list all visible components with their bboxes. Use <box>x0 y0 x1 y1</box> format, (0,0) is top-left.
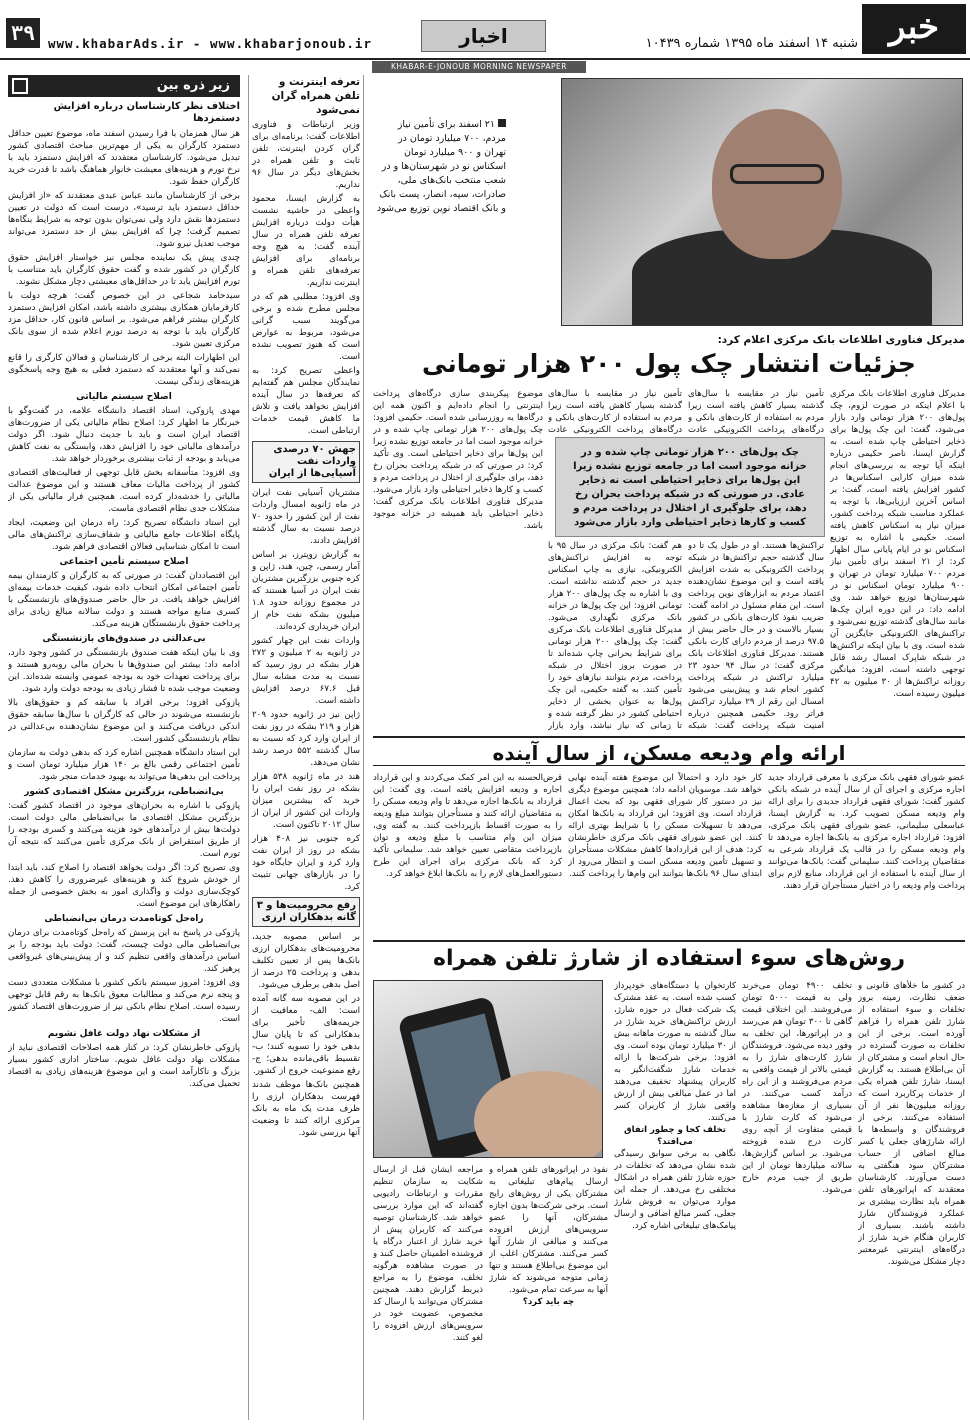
paragraph: هند در ماه ژانویه ۵۳۸ هزار بشکه در روز نفت ایران را خرید که بیشترین میزان واردات این کشور از ایران از سال ۲۰۱۲ تاکنون است. <box>252 772 360 830</box>
paragraph: وی افزود: مطلبی هم که در مجلس مطرح شده و برخی می‌گویند سبب گرانی می‌شود، مربوط به عوارض است که هنوز تصویب نشده است. <box>252 292 360 362</box>
article-3-col-5: مراجعه ایشان قبل از ارسال شکایت به سازمان تنظیم مقررات و ارتباطات رادیویی گفته‌اند که این موارد بررسی خواهد شد. کارشناسان توصیه می‌کنند که کاربران پیش از خرید شارژ از اعتبار درگاه یا فروشنده اطمینان حاصل کنند و در صورت مشاهده هرگونه تخلف، موضوع را به مراجع ذیربط گزارش دهند. همچنین مشترکان می‌توانند با ارسال کد مخصوص، عضویت خود در سرویس‌های ارزش افزوده را لغو کنند. <box>373 1165 483 1343</box>
paragraph: ژاپن نیز در ژانویه حدود ۲۰۹ هزار و ۲۱۹ بشکه در روز نفت از ایران وارد کرد که نسبت به سال گذشته ۵۵۲ درصد رشد نشان می‌دهد. <box>252 710 361 768</box>
main-article-col-4b: تأمین نیاز در مقایسه با سال‌های گذشته بسیار کاهش یافته است زیرا مردم به استفاده از کارت‌های بانکی و درگاه‌های پرداخت الکترونیکی عادت <box>548 389 682 434</box>
newspaper-logo: خبر <box>862 4 966 54</box>
main-article-col-5: موضوع پیکربندی سازی درگاه‌های پرداخت اینترنتی را انجام داده‌ایم و اکنون همه این درگاه‌ها به روزرسانی شده است. حکیمی افزود: چک پول‌های ۲۰۰ هزار تومانی چاپ شده و در خزانه موجود است اما در جامعه توزیع نشده زیرا این پول‌ها برای ذخایر احتیاطی است. وی تأکید کرد: در صورتی که در شبکه پرداخت بحران رخ دهد، برای جلوگیری از اختلال در پرداخت مردم و کسب و کارها ذخایر احتیاطی وارد بازار می‌شود. مدیرکل فناوری اطلاعات بانک مرکزی گفت: ذخایر احتیاطی باید همیشه در خزانه موجود باشد. <box>373 389 543 531</box>
photo-glasses-shape <box>730 164 824 184</box>
page-number: ۳۹ <box>6 18 40 48</box>
column-tag-label: زیر ذره بین <box>156 78 230 93</box>
paragraph: پازوکی افزود: برخی افراد با سابقه کم و حقوق‌های بالا بازنشسته می‌شوند در حالی که کارگران با سال‌ها سابقه حقوق اندکی دریافت می‌کنند و این موضوع نشان‌دهنده بی‌عدالتی در نظام بازنشستگی کشور است. <box>8 698 240 744</box>
main-article-col-2: تراکنش‌ها هستند. او در طول یک تا دو سال گذشته حجم تراکنش‌ها در شبکه پرداخت الکترونیکی به شدت افزایش یافته است و این موضوع نشان‌دهنده اعتماد مردم به ابزارهای نوین پرداخت است. این مقام مسئول در ادامه گفت: ضریب نفوذ کارت‌های بانکی در کشور بسیار بالاست و در حال حاضر بیش از ۹۷.۵ درصد از مردم دارای کارت بانکی هستند. مدیرکل فناوری اطلاعات بانک مرکزی گفت: در سال ۹۴ حدود ۲۳ میلیارد تراکنش در شبکه پرداخت کشور انجام شد و پیش‌بینی می‌شود امسال این رقم از ۲۹ میلیارد تراکنش فراتر رود. حکیمی همچنین درباره امنیت شبکه پرداخت گفت: شبکه <box>688 541 824 730</box>
section-label: اخبار <box>421 20 546 52</box>
paragraph: هر سال همزمان با فرا رسیدن اسفند ماه، موضوع تعیین حداقل دستمزد کارگران به یکی از مهم‌ترین مباحث اقتصادی کشور تبدیل می‌شود. کارشناسان معتقدند که افزایش دستمزد باید با نرخ تورم و هزینه‌های معیشت خانوار هماهنگ باشد تا قدرت خرید کارگران حفظ شود. <box>8 129 240 187</box>
subheading: تخلف کجا و چطور اتفاق می‌افتد؟ <box>624 1125 726 1147</box>
article-3-col-4-text: نفوذ در اپراتورهای تلفن همراه و ارسال پیام‌های تبلیغاتی به مشترکان یکی از روش‌های رایج است. برخی شرکت‌ها بدون اجازه مشترکان، آنها را عضو سرویس‌های ارزش افزوده می‌کنند و مبالغی از شارژ آنها کسر می‌کنند. مشترکان اغلب از این موضوع بی‌اطلاع هستند و تنها زمانی متوجه می‌شوند که شارژ آنها به سرعت تمام می‌شود. <box>489 1165 608 1295</box>
article-2-col-2: کار خود دارد و احتمالاً این موضوع هفته آینده نهایی خواهد شد. موسویان ادامه داد: همچنین موضوع دیگری نیز در دستور کار شورای فقهی بود که بحث اعمال قرارداد است. وی افزود: این قرارداد به بانک‌ها امکان می‌دهد تا تسهیلات مسکن را با شرایط بهتری ارائه کنند. این عضو شورای فقهی بانک مرکزی خاطرنشان کرد: هدف از این قراردادها کاهش مشکلات مستأجران و تسهیل تأمین ودیعه مسکن است و انتظار می‌رود از ابتدای سال ۹۶ بانک‌ها بتوانند این وام‌ها را پرداخت کنند. <box>568 773 762 879</box>
news-heading-debtors: رفع محرومیت‌ها و ۳ گانه بدهکاران ارزی <box>252 897 360 927</box>
paragraph: وی افزود: متأسفانه بخش قابل توجهی از فعالیت‌های اقتصادی کشور از پرداخت مالیات معاف هستند و این موضوع عدالت مالیاتی را خدشه‌دار کرده است. همچنین فرار مالیاتی یکی از مشکلات جدی نظام اقتصادی ماست. <box>8 468 240 514</box>
subheading: چه باید کرد؟ <box>522 1297 575 1307</box>
paragraph: کره جنوبی نیز ۴۰۸ هزار بشکه در روز از ایران نفت وارد کرد و ایران جایگاه خود را در بازارهای جهانی تثبیت کرد. <box>252 834 360 892</box>
mobile-phone-photo <box>373 980 603 1158</box>
main-article-col-4: هم گفت: بانک مرکزی در سال ۹۵ با توجه به افزایش تراکنش‌های الکترونیکی، نیازی به چاپ اسکناس جدید در حجم گذشته نداشته است. وی با اشاره به چک پول‌های ۲۰۰ هزار تومانی افزود: این چک پول‌ها در خزانه بانک مرکزی نگهداری می‌شود. مدیرکل فناوری اطلاعات بانک مرکزی گفت: چک پول‌های ۲۰۰ هزار تومانی برای شرایط بحرانی چاپ شده‌اند تا در صورت بروز اختلال در شبکه پرداخت، مردم بتوانند نیازهای خود را تأمین کنند. به گفته حکیمی، این چک پول‌ها به عنوان بخشی از ذخایر احتیاطی کشور در نظر گرفته شده و تا زمانی که نیاز نباشد، وارد بازار <box>548 541 682 730</box>
paragraph: به گزارش ایسنا، محمود واعظی در حاشیه نشست هیأت دولت درباره افزایش تعرفه تلفن همراه در سال آینده گفت: به هیچ وجه برنامه‌ای برای افزایش تعرفه‌های تلفن همراه و اینترنت نداریم. <box>252 194 360 288</box>
masthead <box>0 0 970 60</box>
article-3-col-3-text-b: نگاهی به برخی سوابق رسیدگی شده نشان می‌دهد که تخلفات در حوزه شارژ تلفن همراه در اشکال مختلفی رخ می‌دهد. از جمله این موارد می‌توان به فروش شارژ جعلی، کسر مبالغ اضافی و ارسال پیامک‌های تبلیغاتی اشاره کرد. <box>614 1149 736 1231</box>
paragraph: مهدی پازوکی، استاد اقتصاد دانشگاه علامه، در گفت‌وگو با خبرنگار ما اظهار کرد: اصلاح نظام مالیاتی یکی از ضرورت‌های اقتصاد ایران است و باید با جدیت دنبال شود. اگر دولت درآمدهای مالیاتی خود را افزایش دهد، وابستگی به نفت کاهش می‌یابد و بودجه از ثبات بیشتری برخوردار خواهد شد. <box>8 406 240 464</box>
article-3-col-3 <box>614 980 736 1420</box>
paragraph: پازوکی خاطرنشان کرد: در کنار همه اصلاحات اقتصادی نباید از مشکلات نهاد دولت غافل شویم. ساختار اداری کشور بسیار بزرگ و ناکارآمد است و این موضوع هزینه‌های زیادی به اقتصاد تحمیل می‌کند. <box>8 1043 240 1089</box>
subheading: بی‌انضباطی، بزرگترین مشکل اقتصادی کشور <box>24 787 224 797</box>
pull-quote: چک پول‌های ۲۰۰ هزار تومانی چاپ شده و در خزانه موجود است اما در جامعه توزیع نشده زیرا این پول‌ها برای ذخایر احتیاطی است نه ذخایر عادی. در صورتی که در شبکه پرداخت بحران رخ دهد، برای جلوگیری از اختلال در پرداخت مردم و کسب و کارها ذخایر احتیاطی وارد بازار می‌شود <box>555 437 825 537</box>
article-3-col-3-text: کارتخوان یا دستگاه‌های خودپرداز کسب شده است. به عقد مشترک یک شرکت فعال در حوزه شارژ، ارزش تراکنش‌های خرید شارژ در سال گذشته به صورت ماهانه بیش از ۳۰ میلیارد تومان بوده است. وی افزود: برخی شرکت‌ها با ارائه خدمات شارژ شگفت‌انگیز به کاربران پیشنهاد تخفیف می‌دهند اما در عمل مبالغی بیش از ارزش واقعی شارژ از کاربران کسر می‌کنند. <box>614 981 736 1123</box>
paragraph: چندی پیش یک نماینده مجلس نیز خواستار افزایش حقوق کارگران در کشور شده و گفت حقوق کارگران باید متناسب با تورم افزایش یابد تا در حداقل‌های معیشتی دچار مشکل نشوند. <box>8 253 240 287</box>
article-3-col-1: در کشور ما خلأهای قانونی و ضعف نظارت، زمینه بروز تخلفات و سوء استفاده از شارژ تلفن همراه را فراهم آورده است. برخی از این تخلفات به صورت گسترده در حال انجام است و مشترکان از آن بی‌اطلاع هستند. به گزارش ایسنا، شارژ تلفن همراه یکی از خدمات پرکاربرد است که روزانه میلیون‌ها نفر از آن استفاده می‌کنند. برخی از فروشندگان و واسطه‌ها با ارائه شارژهای جعلی یا کسر مبالغ اضافی از حساب مشترکان سود هنگفتی به دست می‌آورند. کارشناسان معتقدند که اپراتورهای تلفن همراه باید نظارت بیشتری بر عملکرد فروشندگان شارژ داشته باشند. بسیاری از کاربران هنگام خرید شارژ از درگاه‌های اینترنتی غیرمعتبر دچار مشکل می‌شوند. <box>858 981 965 1267</box>
photo-caption-text: ۲۱ اسفند برای تأمین نیاز مردم، ۷۰۰ میلیارد تومان در تهران و ۹۰۰ میلیارد تومان اسکناس نو در شهرستان‌ها و در شعب منتخب بانک‌های ملی، صادرات، سپه، انصار، پست بانک و بانک اقتصاد نوین توزیع می‌شود <box>376 119 506 214</box>
paragraph: بر اساس مصوبه جدید، محرومیت‌های بدهکاران ارزی بانک‌ها پس از تعیین تکلیف بدهی و پرداخت ۲۵ درصد از اصل بدهی برطرف می‌شود. <box>252 932 360 990</box>
official-portrait-photo <box>561 78 963 326</box>
article-3-col-2: تخلف ۴۹۰۰ تومان می‌خرند ولی به قیمت ۵۰۰۰ تومان می‌فروشند. این اختلاف قیمت گاهی تا ۳۰۰ تومان هم می‌رسد و در اپراتورها، این تخلف به وفور دیده می‌شود. فروشندگان شارژ کارت‌های شارژ را به قیمتی بالاتر از قیمت واقعی به مردم می‌فروشند و از این راه درآمد کسب می‌کنند. در بسیاری از مغازه‌ها مشاهده می‌شود که کارت شارژ با قیمتی متفاوت از آنچه روی کارت درج شده فروخته می‌شود. بر اساس گزارش‌ها، سالانه میلیاردها تومان از این طریق از جیب مردم خارج می‌شود. <box>742 981 852 1195</box>
paragraph: این استاد دانشگاه همچنین اشاره کرد که بدهی دولت به سازمان تأمین اجتماعی رقمی بالغ بر ۱۴۰ هزار میلیارد تومان است و پرداخت این بدهی‌ها می‌تواند به بهبود خدمات منجر شود. <box>8 748 240 782</box>
paragraph: برخی از کارشناسان مانند عباس عبدی معتقدند که «از افزایش حداقل دستمزد باید ترسید»، درست است که دولت در تعیین دستمزدها نقش دارد ولی نمی‌توان بدون توجه به شرایط بنگاه‌ها تصمیم گرفت؛ چرا که افزایش بیش از حد دستمزد می‌تواند موجب تعدیل نیرو شود. <box>8 191 240 249</box>
subheading: اصلاح سیستم تأمین اجتماعی <box>59 557 189 567</box>
paragraph: مشتریان آسیایی نفت ایران در ماه ژانویه امسال واردات نفت از این کشور را حدود ۷۰ درصد نسبت به سال گذشته افزایش دادند. <box>252 488 360 546</box>
article-2-col-3: قرض‌الحسنه به این امر کمک می‌کردند و این قرارداد اجاره و ودیعه افزایش یافته است. وی گفت: این قرارداد به بانک‌ها اجازه می‌دهد تا وام ودیعه مسکن را به متقاضیان ارائه کنند و مستأجران بتوانند مبلغ ودیعه را به صورت اقساط بازپرداخت کنند. به گفته وی، میزان این وام متناسب با مبلغ ودیعه و توان بازپرداخت متقاضی تعیین خواهد شد. سلیمانی تأکید کرد که بانک مرکزی برای اجرای این طرح دستورالعمل‌های لازم را به بانک‌ها ابلاغ خواهد کرد. <box>373 773 562 879</box>
article-3-col-4 <box>489 1164 608 1420</box>
news-heading-internet-tariff: تعرفه اینترنت و تلفن همراه گران نمی‌شود <box>271 76 360 116</box>
paragraph: این استاد دانشگاه تصریح کرد: راه درمان این وضعیت، ایجاد پایگاه اطلاعات جامع مالیاتی و شفاف‌سازی تراکنش‌های مالی است تا امکان شناسایی فعالان اقتصادی فراهم شود. <box>8 518 240 552</box>
subheading: از مشکلات نهاد دولت غافل نشویم <box>47 1029 201 1039</box>
paragraph: وزیر ارتباطات و فناوری اطلاعات گفت: برنامه‌ای برای گران کردن اینترنت، تلفن ثابت و تلفن همراه در بخش‌های دیگر در سال ۹۶ نداریم. <box>252 120 360 190</box>
paragraph: وی تصریح کرد: اگر دولت بخواهد اقتصاد را اصلاح کند، باید ابتدا از خودش شروع کند و هزینه‌های غیرضروری را کاهش دهد. کوچک‌سازی دولت و واگذاری امور به بخش خصوصی از جمله راهکارهای این موضوع است. <box>8 863 240 909</box>
caption-bullet-icon <box>498 119 506 127</box>
paragraph: سیدحامد شجاعی در این خصوص گفت: هرچه دولت با کارفرمایان همکاری بیشتری داشته باشد، امکان افزایش دستمزد کارگران بیشتر فراهم می‌شود. بر اساس قانون کار، حداقل مزد کارگران باید با توجه به درصد تورم اعلام شده از سوی بانک مرکزی تعیین شود. <box>8 291 240 349</box>
article-kicker: مدیرکل فناوری اطلاعات بانک مرکزی اعلام کرد: <box>717 334 965 346</box>
paragraph: وی افزود: امروز سیستم بانکی کشور با مشکلات متعددی دست و پنجه نرم می‌کند و مطالبات معوق بانک‌ها به رقم قابل توجهی رسیده است. اصلاح نظام بانکی نیز از ضرورت‌های اقتصاد کشور است. <box>8 978 240 1024</box>
housing-loan-headline[interactable]: ارائه وام ودیعه مسکن، از سال آینده <box>373 736 965 766</box>
magnifier-icon <box>12 78 28 94</box>
paragraph: پازوکی در پاسخ به این پرسش که راه‌حل کوتاه‌مدت برای درمان بی‌انضباطی مالی دولت چیست، گفت: دولت باید بودجه را بر اساس درآمدهای واقعی تنظیم کند و از پیش‌بینی‌های غیرواقعی پرهیز کند. <box>8 928 240 974</box>
paragraph: همچنین بانک‌ها موظف شدند فهرست بدهکاران ارزی را ظرف مدت یک ماه به بانک مرکزی ارائه کنند تا وضعیت آنها بررسی شود. <box>252 1080 360 1138</box>
paragraph: پازوکی با اشاره به بحران‌های موجود در اقتصاد کشور گفت: بزرگترین مشکل اقتصادی ما بی‌انضباطی مالی دولت است. دولت‌ها بیش از درآمدهای خود هزینه می‌کنند و کسری بودجه را از طریق استقراض از بانک مرکزی تأمین می‌کنند که نتیجه آن تورم است. <box>8 801 240 859</box>
photo-caption <box>376 118 506 216</box>
mobile-charge-headline[interactable]: روش‌های سوء استفاده از شارژ تلفن همراه <box>373 940 965 974</box>
paragraph: واردات نفت این چهار کشور در ژانویه به ۲ میلیون و ۲۷۲ هزار بشکه در روز رسید که نسبت به مدت مشابه سال قبل ۶۷.۶ درصد افزایش داشته است. <box>252 636 360 706</box>
paragraph: به گزارش رویترز، بر اساس آمار رسمی، چین، هند، ژاپن و کره جنوبی بزرگترین مشتریان نفت ایران در آسیا هستند که در مجموع روزانه حدود ۱.۸ میلیون بشکه نفت خام از ایران خریداری کرده‌اند. <box>252 550 360 632</box>
middle-news-column <box>248 75 364 1420</box>
issue-date-line: شنبه ۱۴ اسفند ماه ۱۳۹۵ شماره ۱۰۴۳۹ <box>645 36 858 51</box>
left-column-article <box>8 75 240 1420</box>
article-2-col-1: عضو شورای فقهی بانک مرکزی با معرفی قرارداد جدید اجاره مرکزی و اجرای آن از سال آینده در شبکه بانکی کشور گفت: شورای فقهی قرارداد جدیدی را برای ارائه وام ودیعه مسکن تصویب کرد. به گزارش ایسنا، عباسعلی سلیمانی، عضو شورای فقهی بانک مرکزی، افزود: قرارداد اجاره مرکزی به بانک‌ها اجازه می‌دهد تا وام ودیعه مسکن را در قالب یک قرارداد شرعی به متقاضیان پرداخت کنند. سلیمانی گفت: بانک‌ها می‌توانند از سال آینده با استفاده از این قرارداد، منابع لازم برای پرداخت وام ودیعه را در اختیار مستأجران قرار دهند. <box>768 773 965 891</box>
main-article-col-3: تأمین نیاز در مقایسه با سال‌های گذشته بسیار کاهش یافته است زیرا مردم به استفاده از کارت‌های بانکی و درگاه‌های پرداخت الکترونیکی عادت <box>688 389 824 434</box>
main-article-col-1: مدیرکل فناوری اطلاعات بانک مرکزی با اعلام اینکه در صورت لزوم، چک پول‌های ۲۰۰ هزار تومانی وارد بازار می‌شود، گفت: این چک پول‌ها برای ذخایر احتیاطی چاپ شده است. به گزارش ایسنا، ناصر حکیمی درباره اینکه آیا توجه به بررسی‌های انجام شده میزان کارایی اسکناس‌ها در کشور افزایش یافته است، گفت: بر اساس آخرین ارزیابی‌ها، با توجه به عملکرد مناسب شبکه پرداخت کشور، میزان نیاز به اسکناس کاهش یافته است. حکیمی با اشاره به توزیع اسکناس نو در ایام پایانی سال اظهار کرد: از ۲۱ اسفند برای تأمین نیاز مردم ۷۰۰ میلیارد تومان در تهران و ۹۰۰ میلیارد تومان اسکناس نو در شهرستان‌ها توزیع خواهد شد. وی ادامه داد: در این دوره ایران چک‌ها مانند سال‌های گذشته توزیع نمی‌شود و تراکنش‌های الکترونیکی جایگزین آن شده است. وی با بیان اینکه تراکنش‌ها در شبکه شاپرک امسال رشد قابل توجهی داشته است، افزود: میانگین روزانه تراکنش‌ها از ۳۰ میلیون به ۴۲ میلیون رسیده است. <box>830 389 965 699</box>
left-article-title: اختلاف نظر کارشناسان درباره افزایش دستمزدها <box>53 101 240 124</box>
paragraph: وی با بیان اینکه هفت صندوق بازنشستگی در کشور وجود دارد، ادامه داد: بیشتر این صندوق‌ها با بحران مالی روبه‌رو هستند و برای پرداخت تعهدات خود به بودجه عمومی وابسته شده‌اند. این وضعیت موجب شده تا فشار زیادی به بودجه دولت وارد شود. <box>8 648 240 694</box>
subheading: راه‌حل کوتاه‌مدت درمان بی‌انضباطی <box>44 914 204 924</box>
english-masthead-name: KHABAR-E-JONOUB MORNING NEWSPAPER <box>372 61 586 73</box>
subheading: اصلاح سیستم مالیاتی <box>76 392 172 402</box>
website-urls[interactable]: www.khabarAds.ir - www.khabarjonoub.ir <box>48 36 372 51</box>
column-tag <box>8 75 240 97</box>
photo-face-shape <box>712 109 842 259</box>
paragraph: این اظهارات البته برخی از کارشناسان و فعالان کارگری را قانع نمی‌کند و آنها معتقدند که دستمزد فعلی به هیچ وجه پاسخگوی هزینه‌های زندگی نیست. <box>8 353 240 387</box>
news-heading-oil-imports: جهش ۷۰ درصدی واردات نفت آسیایی‌ها از ایران <box>252 441 360 483</box>
paragraph: در این مصوبه سه گانه آمده است: الف- معافیت از جریمه‌های تأخیر برای بدهکارانی که تا پایان سال بدهی خود را تسویه کنند؛ ب- تقسیط باقی‌مانده بدهی؛ ج- رفع ممنوعیت خروج از کشور. <box>252 994 360 1076</box>
main-headline[interactable]: جزئیات انتشار چک پول ۲۰۰ هزار تومانی <box>422 349 916 378</box>
paragraph: این اقتصاددان گفت: در صورتی که به کارگران و کارمندان بیمه تأمین اجتماعی امکان انتخاب داده شود، کیفیت خدمات بیمه‌ای افزایش خواهد یافت. در حال حاضر صندوق‌های بازنشستگی با کسری منابع مواجه هستند و دولت سالانه مبالغ زیادی برای پرداخت حقوق بازنشستگان هزینه می‌کند. <box>8 571 240 629</box>
paragraph: واعظی تصریح کرد: به نمایندگان مجلس هم گفته‌ایم که تعرفه‌ها در سال آینده افزایش نخواهد یافت و تلاش ما کاهش قیمت خدمات ارتباطی است. <box>252 366 360 436</box>
subheading: بی‌عدالتی در صندوق‌های بازنشستگی <box>42 634 206 644</box>
